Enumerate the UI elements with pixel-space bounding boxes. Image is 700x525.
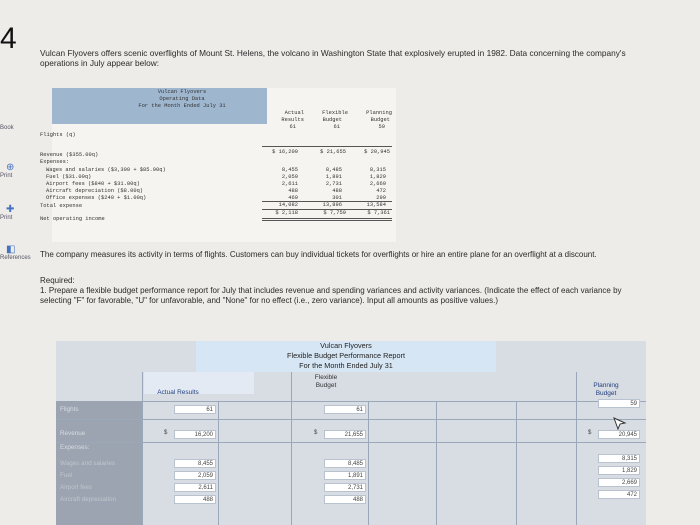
rail-print-2[interactable]: ✚ Print bbox=[0, 204, 15, 221]
col-header-actual: Actual Results bbox=[157, 389, 199, 396]
row-actual: $ 2,118 bbox=[275, 210, 298, 216]
col-header-planning-1: Planning bbox=[593, 382, 619, 389]
report-subtitle: Operating Data bbox=[159, 96, 205, 102]
row-planning: 1,829 bbox=[369, 174, 386, 180]
row-planning: 472 bbox=[376, 188, 386, 194]
row-label-revenue: Revenue bbox=[60, 430, 86, 437]
table-title: Vulcan Flyovers bbox=[320, 341, 372, 350]
depreciation-planning-input[interactable]: 472 bbox=[598, 490, 640, 499]
report-title: Vulcan Flyovers bbox=[157, 89, 207, 95]
rule bbox=[262, 146, 392, 147]
row-label: Fuel ($31.00q) bbox=[46, 174, 92, 180]
report-period: For the Month Ended July 31 bbox=[138, 103, 226, 109]
print-icon: ✚ bbox=[6, 204, 15, 215]
rail-print[interactable]: ⊕ Print bbox=[0, 162, 15, 179]
row-label-expenses: Expenses: bbox=[60, 444, 90, 451]
grid-line bbox=[291, 372, 292, 525]
grid-line bbox=[576, 372, 577, 525]
row-actual: 2,059 bbox=[281, 174, 298, 180]
row-label: Airport fees ($840 + $31.00q) bbox=[46, 181, 140, 187]
row-actual: 2,611 bbox=[281, 181, 298, 187]
row-actual: 488 bbox=[288, 188, 298, 194]
row-planning: 13,584 bbox=[366, 202, 386, 208]
airport-fees-actual-input[interactable]: 2,611 bbox=[174, 483, 216, 492]
wages-planning-input[interactable]: 8,315 bbox=[598, 454, 640, 463]
flights-actual-input[interactable]: 61 bbox=[174, 405, 216, 414]
row-planning: $ 20,945 bbox=[364, 149, 390, 155]
row-flexible: 488 bbox=[332, 188, 342, 194]
revenue-flexible-input[interactable]: 21,655 bbox=[324, 430, 366, 439]
row-label: Revenue ($355.00q) bbox=[40, 152, 99, 158]
revenue-planning-input[interactable]: 20,945 bbox=[598, 430, 640, 439]
row-actual: 469 bbox=[288, 195, 298, 201]
rail-book[interactable]: Book bbox=[0, 125, 14, 131]
row-flexible: $ 21,655 bbox=[320, 149, 346, 155]
row-planning: 299 bbox=[376, 195, 386, 201]
revenue-actual-input[interactable]: 16,200 bbox=[174, 430, 216, 439]
table-title-block bbox=[196, 341, 496, 372]
operating-data-report bbox=[40, 88, 396, 242]
dollar-sign: $ bbox=[164, 430, 168, 436]
row-planning: 8,315 bbox=[369, 167, 386, 173]
grid-line bbox=[56, 419, 646, 420]
col-planning-2: Budget bbox=[370, 117, 390, 123]
measures-text: The company measures its activity in terms of flights. Customers can buy individual tickets for overflights or hire an entire plane for an overflight at a discount. bbox=[40, 250, 597, 259]
flights-planning-input[interactable]: 59 bbox=[598, 399, 640, 408]
col-flexible-2: Budget bbox=[322, 117, 342, 123]
left-rail bbox=[0, 125, 31, 265]
row-label: Expenses: bbox=[40, 159, 70, 165]
required-label: Required: bbox=[40, 276, 75, 285]
row-label: Aircraft depreciation ($8.00q) bbox=[46, 188, 144, 194]
fuel-flexible-input[interactable]: 1,891 bbox=[324, 471, 366, 480]
wages-flexible-input[interactable]: 8,485 bbox=[324, 459, 366, 468]
row-label: Net operating income bbox=[40, 216, 105, 222]
wages-actual-input[interactable]: 8,455 bbox=[174, 459, 216, 468]
dollar-sign: $ bbox=[588, 430, 592, 436]
mouse-cursor-icon bbox=[613, 417, 627, 431]
row-planning: 2,669 bbox=[369, 181, 386, 187]
airport-fees-planning-input[interactable]: 2,669 bbox=[598, 478, 640, 487]
depreciation-actual-input[interactable]: 488 bbox=[174, 495, 216, 504]
col-header-planning-2: Budget bbox=[595, 390, 617, 397]
print-icon: ⊕ bbox=[6, 162, 15, 173]
question-number: 4 bbox=[0, 22, 17, 55]
row-label-aircraft-depreciation: Aircraft depreciation bbox=[60, 496, 116, 503]
double-rule bbox=[262, 218, 392, 221]
row-flexible: 13,896 bbox=[322, 202, 342, 208]
col-flexible-1: Flexible bbox=[322, 110, 348, 116]
row-actual: 8,455 bbox=[281, 167, 298, 173]
row-flexible: 2,731 bbox=[325, 181, 342, 187]
grid-line bbox=[142, 372, 143, 525]
row-label: Office expenses ($240 + $1.00q) bbox=[46, 195, 147, 201]
row-label-wages: Wages and salaries bbox=[60, 460, 116, 467]
row-planning: $ 7,361 bbox=[367, 210, 390, 216]
rail-references[interactable]: ◧ References bbox=[0, 244, 31, 261]
row-label-fuel: Fuel bbox=[60, 472, 73, 479]
depreciation-flexible-input[interactable]: 488 bbox=[324, 495, 366, 504]
performance-report-table bbox=[56, 341, 646, 525]
intro-text: Vulcan Flyovers offers scenic overflights of Mount St. Helens, the volcano in Washington State that explosively erupted in 1982. Data concerning the company's operations in July appear below: bbox=[40, 48, 626, 68]
table-subtitle: Flexible Budget Performance Report bbox=[286, 351, 406, 360]
row-label-flights: Flights bbox=[60, 406, 79, 413]
col-actual-2: Results bbox=[281, 117, 304, 123]
flights-planning: 59 bbox=[378, 124, 385, 130]
flights-flexible-input[interactable]: 61 bbox=[324, 405, 366, 414]
row-label: Wages and salaries ($3,300 + $85.00q) bbox=[46, 167, 166, 173]
dollar-sign: $ bbox=[314, 430, 318, 436]
fuel-planning-input[interactable]: 1,829 bbox=[598, 466, 640, 475]
row-flexible: 1,891 bbox=[325, 174, 342, 180]
flights-label: Flights (q) bbox=[40, 132, 76, 138]
required-text: 1. Prepare a flexible budget performance report for July that includes revenue and spending variances and activity variances. (Indicate the effect of each variance by selecting "F" for favorable, "U" for unfavorable, and "None" for no effect (i.e., zero variance). Input all amounts as positive values.) bbox=[40, 286, 622, 305]
grid-line bbox=[56, 401, 646, 402]
row-actual: $ 16,200 bbox=[272, 149, 298, 155]
col-header-flexible-1: Flexible bbox=[314, 374, 338, 381]
fuel-actual-input[interactable]: 2,059 bbox=[174, 471, 216, 480]
airport-fees-flexible-input[interactable]: 2,731 bbox=[324, 483, 366, 492]
table-period: For the Month Ended July 31 bbox=[299, 361, 393, 370]
row-actual: 14,082 bbox=[278, 202, 298, 208]
row-label: Total expense bbox=[40, 203, 83, 209]
col-planning-1: Planning bbox=[366, 110, 392, 116]
row-label-airport-fees: Airport fees bbox=[60, 484, 93, 491]
col-actual-1: Actual bbox=[284, 110, 304, 116]
row-flexible: $ 7,759 bbox=[323, 210, 346, 216]
grid-line bbox=[56, 442, 646, 443]
flights-flexible: 61 bbox=[333, 124, 340, 130]
row-flexible: 8,485 bbox=[325, 167, 342, 173]
references-icon: ◧ bbox=[6, 244, 16, 255]
flights-actual: 61 bbox=[289, 124, 296, 130]
row-flexible: 301 bbox=[332, 195, 342, 201]
col-header-flexible-2: Budget bbox=[315, 382, 337, 389]
